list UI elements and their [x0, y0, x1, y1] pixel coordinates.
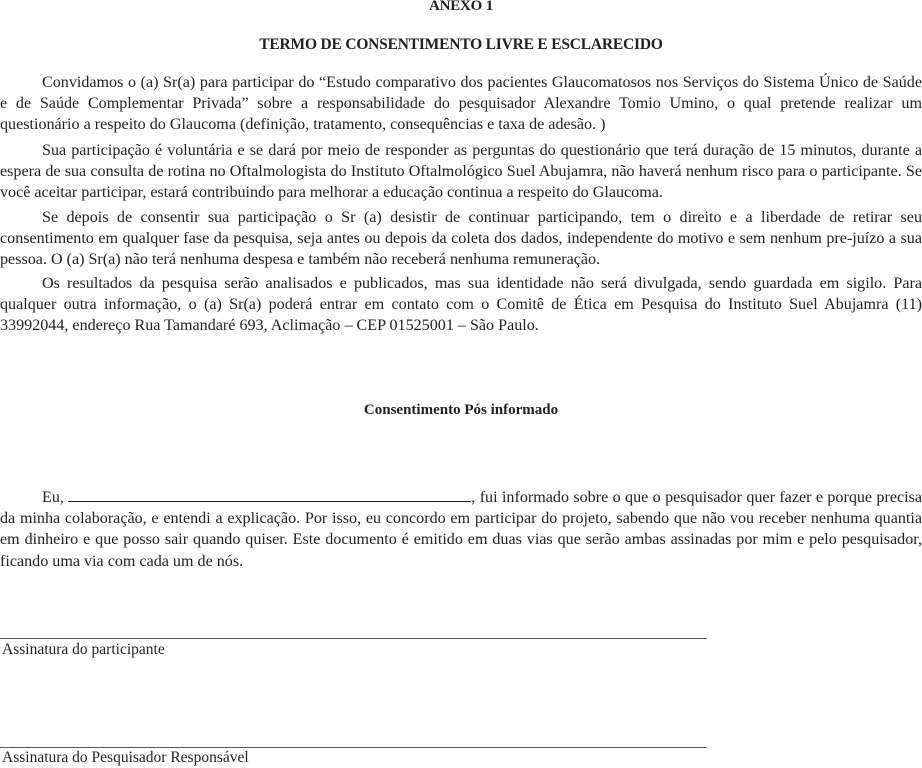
consent-heading: Consentimento Pós informado	[363, 402, 559, 418]
consent-prefix: Eu,	[42, 489, 64, 506]
form-title: TERMO DE CONSENTIMENTO LIVRE E ESCLARECIDO	[259, 36, 663, 53]
participant-signature-line[interactable]	[0, 638, 707, 639]
paragraph-text: Se depois de consentir sua participação o Sr (a) desistir de continuar participando, tem o direito e a liberdade de retirar seu consentimento em qualquer fase da pesquisa, seja antes ou depois da coleta dos dados, independente do motivo e sem nenhum pre-juízo a sua pessoa. O (a) Sr(a) não terá nenhuma despesa e também não receberá nenhuma remuneração.	[0, 209, 922, 269]
paragraph-invitation	[0, 72, 922, 136]
participant-signature-label: Assinatura do participante	[2, 641, 165, 658]
paragraph-text: Os resultados da pesquisa serão analisados e publicados, mas sua identidade não será divulgada, sendo guardada em sigilo. Para qualquer outra informação, o (a) Sr(a) poderá entrar em contato com o Comitê de Ética em Pesquisa do Instituto Suel Abujamra (11) 33992044, endereço Rua Tamandaré 693, Aclimação – CEP 01525001 – São Paulo.	[0, 275, 922, 335]
paragraph-text: Sua participação é voluntária e se dará por meio de responder as perguntas do questionário que terá duração de 15 minutos, durante a espera de sua consulta de rotina no Oftalmologista do Instituto Oftalmológico Suel Abujamra, não haverá nenhum risco para o participante. Se você aceitar participar, estará contribuindo para melhorar a educação continua a respeito do Glaucoma.	[0, 142, 922, 202]
paragraph-withdrawal	[0, 207, 922, 271]
paragraph-text: Convidamos o (a) Sr(a) para participar do “Estudo comparativo dos pacientes Glaucomatosos nos Serviços do Sistema Único de Saúde e de Saúde Complementar Privada” sobre a responsabilidade do pesquisador Alexandre Tomio Umino, o qual pretende realizar um questionário a respeito do Glaucoma (definição, tratamento, consequências e taxa de adesão. )	[0, 74, 922, 134]
consent-statement	[0, 487, 922, 572]
annex-title: ANEXO 1	[428, 0, 494, 14]
paragraph-confidentiality	[0, 273, 922, 337]
researcher-signature-line[interactable]	[0, 747, 707, 748]
paragraph-participation	[0, 140, 922, 204]
name-blank-field[interactable]	[68, 487, 471, 502]
researcher-signature-label: Assinatura do Pesquisador Responsável	[2, 749, 249, 766]
consent-body: , fui informado sobre o que o pesquisador quer fazer e porque precisa da minha colaboração, e entendi a explicação. Por isso, eu concordo em participar do projeto, sabendo que não vou receber nenhuma quantia em dinheiro e que posso sair quando quiser. Este documento é emitido em duas vias que serão ambas assinadas por mim e pelo pesquisador, ficando uma via com cada um de nós.	[0, 489, 922, 570]
